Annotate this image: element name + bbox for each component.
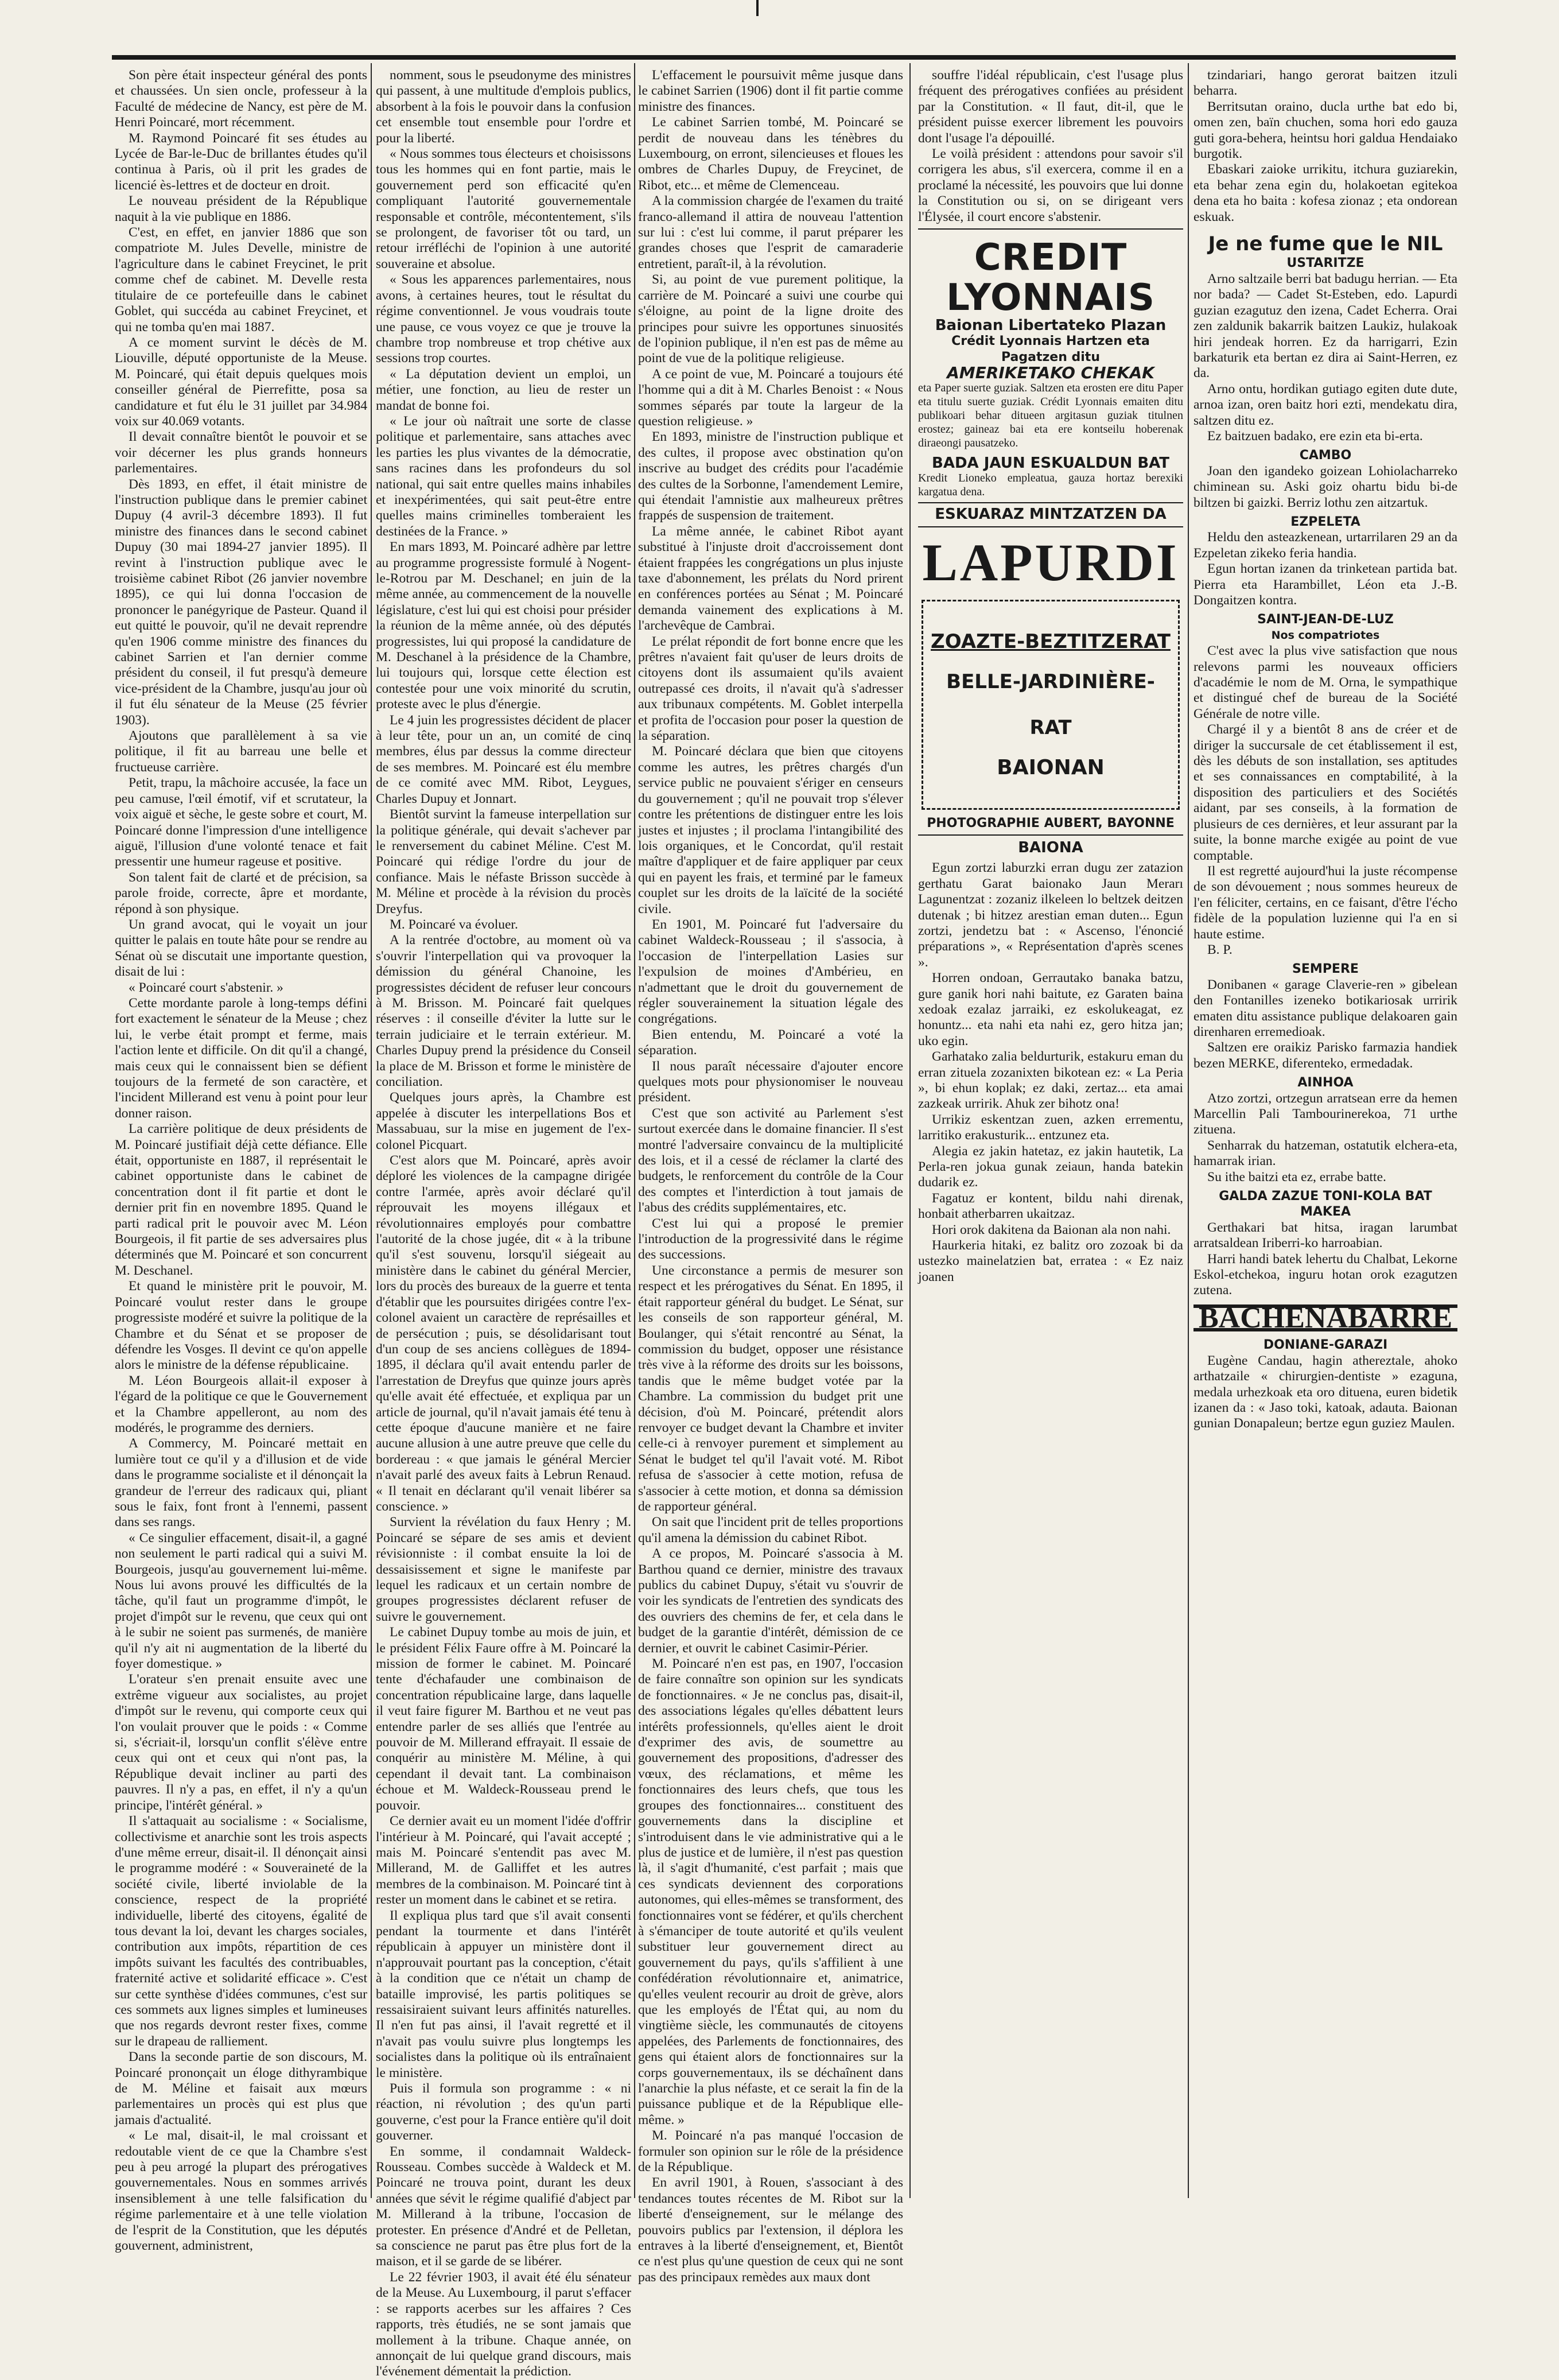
paragraph: Egun zortzi laburzki erran dugu zer zatazion gerthatu Garat baionako Jaun Merarı Lagunentzat : zozaniz ilkeleen lo beltzek deitzen dutenak ; bi hitzez arestian eman duten... Egun zortzi, jendetzu bat : « Ascenso, l'énoncié préparations », « Représentation d'après scenes ».: [918, 860, 1183, 970]
paragraph: Le 22 février 1903, il avait été élu sénateur de la Meuse. Au Luxembourg, il parut s'effacer : se rapports acerbes sur les affaires ? Ces rapports, très étudiés, ne se sont jamais que mollement à la tribune. Chaque année, on annonçait de lui quelque grand discours, mais l'événement démentait la prédiction.: [376, 2269, 631, 2379]
paragraph: A Commercy, M. Poincaré mettait en lumière tout ce qu'il y a d'illusion et de vide dans le programme socialiste et il dénonçait la grandeur de l'erreur des radicaux qui, pliant sous le faix, font front à l'ennemi, passent dans ses rangs.: [115, 1436, 367, 1530]
paragraph: Le cabinet Dupuy tombe au mois de juin, et le président Félix Faure offre à M. Poincaré la mission de former le cabinet. M. Poincaré tente d'échafauder une combinaison de concentration républicaine large, dans laquelle il veut faire figurer M. Barthou et ne veut pas entendre parler de ses alliés que l'entrée au pouvoir de M. Millerand effrayait. Il essaie de conquérir au ministère M. Méline, à qui cependant il devait tant. La combinaison échoue et M. Waldeck-Rousseau prend le pouvoir.: [376, 1625, 631, 1813]
paragraph: Berritsutan oraino, ducla urthe bat edo bi, omen zen, baïn chuchen, soma hori edo gauza guti gora-behera, heintsu hori galdua Hendaiako burgotik.: [1193, 99, 1457, 162]
paragraph: « La députation devient un emploi, un métier, une fonction, au lieu de rester un mandat de bonne foi.: [376, 366, 631, 413]
paragraph: A la rentrée d'octobre, au moment où va s'ouvrir l'interpellation qui va provoquer la démission du général Chanoine, les progressistes décident de refuser leur concours à M. Brisson. M. Poincaré fait quelques réserves : il conseille d'éviter la lutte sur le terrain judiciaire et le terrain extérieur. M. Charles Dupuy prend la présidence du Conseil la place de M. Brisson et forme le ministère de conciliation.: [376, 933, 631, 1089]
paragraph: souffre l'idéal républicain, c'est l'usage plus fréquent des prérogatives confiées au président par la Constitution. « Il faut, dit-il, que le président puisse exercer librement les pouvoirs dont l'usage l'a dépouillé.: [918, 68, 1183, 146]
paragraph: M. Poincaré n'a pas manqué l'occasion de formuler son opinion sur le rôle de la présidence de la République.: [638, 2128, 903, 2175]
paragraph: Haurkeria hitaki, ez balitz oro zozoak bi da ustezko mainelatzien bat, erratea : « Ez naiz joanen: [918, 1238, 1183, 1284]
paragraph: En avril 1901, à Rouen, s'associant à des tendances toutes récentes de M. Ribot sur la liberté d'enseignement, sur le mélange des pouvoirs publics par l'extension, il déplora les entraves à la liberté d'enseignement, et, Bientôt ce n'est plus qu'une question de ceux qui ne sont pas des principaux remèdes aux maux dont: [638, 2175, 903, 2285]
paragraph: Il est regretté aujourd'hui la juste récompense de son dévouement ; nous sommes heureux de l'en féliciter, certains, en ce faisant, d'être l'écho fidèle de la population luzienne qui l'a en si haute estime.: [1193, 863, 1457, 942]
paragraph: « Poincaré court s'abstenir. »: [129, 980, 283, 995]
center-tick: [756, 0, 759, 16]
paragraph: Le 4 juin les progressistes décident de placer à leur tête, pour un an, un comité de cinq membres, élus par dessus la comme directeur de ses membres. M. Poincaré est élu membre de ce comité avec MM. Ribot, Leygues, Charles Dupuy et Jonnart.: [376, 712, 631, 806]
credit-lyonnais-title: CREDIT LYONNAIS: [946, 236, 1155, 320]
paragraph: C'est alors que M. Poincaré, après avoir déploré les violences de la campagne dirigée contre l'armée, après avoir déclaré qu'il réprouvait les moyens illégaux et révolutionnaires employés pour combattre l'autorité de la chose jugée, dit « à la tribune qu'il s'est souvenu, lorsqu'il siégeait au ministère dans le cabinet du général Mercier, lors du procès des bureaux de la guerre et tenta d'établir que les poursuites dirigées contre l'ex-colonel avaient un caractère de représailles et de persécution ; puis, se désolidarisant tout d'un coup de ses anciens collègues de 1894-1895, il déclara qu'il avait entendu parler de l'arrestation de Dreyfus que quinze jours après qu'elle avait été effectuée, et expliqua par un article de journal, qu'il n'avait jamais été tenu à cette époque d'aucune manière et ne faire aucune allusion à une autre preuve que celle du bordereau : « que jamais le général Mercier n'avait parlé des aveux faits à Lebrun Renaud. « Il tenait en déclarant qu'il venait libérer sa conscience. »: [376, 1153, 631, 1514]
paragraph: « Le jour où naîtrait une sorte de classe politique et parlementaire, sans attaches avec les parties les plus vivantes de la démocratie, sans racines dans les profondeurs du sol national, qui sait entre quelles mains inhabiles et inexpérimentées, qui sait peut-être entre quelles mains criminelles tomberaient les destinées de la France. »: [376, 413, 631, 539]
ustaritze-heading: USTARITZE: [1286, 256, 1364, 271]
paragraph: Quelques jours après, la Chambre est appelée à discuter les interpellations Bos et Massabuau, sur la mise en jugement de l'ex-colonel Picquart.: [376, 1090, 631, 1152]
separator: [918, 526, 1183, 527]
column-5: [1193, 68, 1457, 2191]
baionan-title: BAIONAN: [997, 755, 1105, 779]
paragraph: « Sous les apparences parlementaires, nous avons, à certaines heures, tout le résultat du régime conventionnel. Je vous voudrais toute une pause, ce vous voyez ce que je trouve la chambre trop nombreuse et trop chétive aux sessions trop courtes.: [376, 272, 631, 366]
column-rule: [909, 63, 911, 2198]
paragraph: Son père était inspecteur général des ponts et chaussées. Un sien oncle, professeur à la Faculté de médecine de Nancy, est père de M. Henri Poincaré, mort récemment.: [115, 68, 367, 130]
paragraph: M. Poincaré n'en est pas, en 1907, l'occasion de faire connaître son opinion sur les syndicats de fonctionnaires. « Je ne conclus pas, disait-il, des associations légales qu'elles débattent leurs intérêts professionnels, qu'elles aient le droit d'exprimer des avis, de soumettre au gouvernement des propositions, d'adresser des vœux, des réclamations, et même les fonctionnaires des leurs chefs, que tous les groupes des fonctionnaires... constituent des gouvernements dans la discipline et s'introduisent dans le vie administrative qui a le plus de justice et de lumière, il n'est pas question là, il s'agit d'humanité, c'est parfait ; mais que ces syndicats deviennent des corporations autonomes, qui elles-mêmes se transforment, des fonctionnaires vont se fédérer, et qu'ils cherchent à s'émanciper de toute autorité et qu'ils veulent substituer leur gouvernement direct au gouvernement du pays, qu'ils s'affilient à une confédération révolutionnaire et, animatrice, qu'elles veulent recourir au droit de grève, alors que les employés de l'État qui, au nom du vingtième siècle, les communautés de citoyens appelées, des Parlements de fonctionnaires, des gens qui étaient alors de fonctionnaires sur la corps gouvernementaux, ils se déchaînent dans l'anarchie la plus néfaste, et ce serait la fin de la puissance publique et de la République elle-même. »: [638, 1656, 903, 2127]
paragraph: M. Léon Bourgeois allait-il exposer à l'égard de la politique ce que le Gouvernement et la Chambre appelleront, au nom des modérés, le programme des derniers.: [115, 1373, 367, 1435]
paragraph: M. Poincaré déclara que bien que citoyens comme les autres, les prêtres chargés d'un service public ne pouvaient s'ériger en censeurs du gouvernement ; qu'il ne pouvait trop s'élever contre les prétentions de distinguer entre les lois justes et injustes ; il proclama l'intangibilité des lois organiques, et le Concordat, qu'il restait maître d'appliquer et de faire appliquer par ceux qui en payent les frais, et terminé par le fameux couplet sur les droits de la laïcité de la société civile.: [638, 744, 903, 917]
bada-body: Kredit Lioneko empleatua, gauza hortaz berexiki kargatua dena.: [918, 472, 1183, 499]
paragraph: Un grand avocat, qui le voyait un jour quitter le palais en toute hâte pour se rendre au Sénat où se discutait une importante question, disait de lui :: [115, 917, 367, 980]
paragraph: Atzo zortzi, ortzegun arratsean erre da hemen Marcellin Pali Tambourinerekoa, 71 urthe zituena.: [1193, 1090, 1457, 1137]
cambo-heading: CAMBO: [1299, 448, 1352, 463]
paragraph: En mars 1893, M. Poincaré adhère par lettre au programme progressiste formulé à Nogent-le-Rotrou par M. Deschanel; en juin de la même année, au commencement de la nouvelle législature, c'est lui qui est choisi pour présider la réunion de la même année, où des députés progressistes, lui qui proposé la candidature de M. Deschanel à la présidence de la Chambre, lui toujours qui, lorsque cette élection est contestée pour une voix minorité du scrutin, proteste avec le plus d'énergie.: [376, 539, 631, 712]
sjl-heading: SAINT-JEAN-DE-LUZ: [1257, 612, 1394, 627]
credit-lyonnais-sub: Baionan Libertateko Plazan: [935, 317, 1167, 335]
nil-ad: Je ne fume que le NIL: [1208, 232, 1443, 256]
paragraph: Garhatako zalia beldurturik, estakuru eman du erran zituela zozanixten bikotean ez: « La Peria », bi ehun koplak; ez daki, zertaz... eta amai zazkeak urririk. Ahuk zer bihotz ona!: [918, 1049, 1183, 1112]
credit-line2: AMERIKETAKO CHEKAK: [947, 363, 1154, 383]
column-rule: [634, 63, 635, 2198]
paragraph: Urrikiz eskentzan zuen, azken errementu, larritiko erakusturik... entzunez eta.: [918, 1112, 1183, 1143]
paragraph: C'est avec la plus vive satisfaction que nous relevons parmi les nouveaux officiers d'académie le nom de M. Orna, le sympathique et distingué chef de bureau de la Société Générale de notre ville.: [1193, 643, 1457, 721]
eskuaraz-title: ESKUARAZ MINTZATZEN DA: [935, 506, 1167, 523]
paragraph: « Nous sommes tous électeurs et choisissons tous les hommes qui en font partie, mais le gouvernement perd son efficacité qu'en compliquant l'autorité gouvernementale responsable et contrôle, mécontentement, s'ils se prolongent, de favoriser tôt ou tard, un retour irréfléchi de l'opinion à une autorité souveraine et absolue.: [376, 146, 631, 271]
separator: [918, 502, 1183, 503]
sjl-subheading: Nos compatriotes: [1271, 628, 1380, 642]
paragraph: C'est lui qui a proposé le premier l'introduction de la progressivité dans le régime des successions.: [638, 1216, 903, 1263]
paragraph: Il expliqua plus tard que s'il avait consenti pendant la tourmente et dans l'intérêt républicain à appuyer un ministère dont il n'approuvait pourtant pas la conception, c'était à la condition que ce n'était un champ de bataille improvisé, les partis politiques se ressaisiraient suivant leurs affinités naturelles. Il n'en fut pas ainsi, il l'avait regretté et il n'avait pas voulu suivre plus longtemps les socialistes dans la politique où ils entraînaient le ministère.: [376, 1908, 631, 2080]
paragraph: Fagatuz er kontent, bildu nahi direnak, honbait atherbarren ukaitzaz.: [918, 1190, 1183, 1222]
makea-heading: MAKEA: [1300, 1205, 1351, 1220]
paragraph: « Le mal, disait-il, le mal croissant et redoutable vient de ce que la Chambre s'est peu à peu arrogé la plupart des prérogatives gouvernementales. Nous en sommes arrivés insensiblement à une telle falsification du régime parlementaire et à une telle violation de l'esprit de la Constitution, que les députés gouvernent, administrent,: [115, 2128, 367, 2254]
paragraph: A ce propos, M. Poincaré s'associa à M. Barthou quand ce dernier, ministre des travaux publics du cabinet Dupuy, s'était vu s'ouvrir de voir les syndicats de l'entretien des syndicats des des ouvriers des chemins de fer, et cela dans le budget de la garantie d'intérêt, démission de ce dernier, et ouvrit le cabinet Casimir-Périer.: [638, 1546, 903, 1656]
paragraph: En 1893, ministre de l'instruction publique et des cultes, il propose avec obstination qu'on inscrive au budget des crédits pour l'académie des cultes de la Sorbonne, l'amendement Lemire, qui étendait l'amnistie aux malheureux prêtres frappés de suspension de traitement.: [638, 429, 903, 523]
paragraph: Si, au point de vue purement politique, la carrière de M. Poincaré a suivi une courbe qui s'éloigne, au point de la ligne droite des principes pour suivre les opportunes sinuosités de l'opinion publique, il n'en est pas de même au point de vue de la politique religieuse.: [638, 272, 903, 366]
paragraph: Ajoutons que parallèlement à sa vie politique, il fit au barreau une belle et fructueuse carrière.: [115, 728, 367, 775]
paragraph: Heldu den asteazkenean, urtarrilaren 29 an da Ezpeletan zikeko feria handia.: [1193, 530, 1457, 561]
paragraph: Bien entendu, M. Poincaré a voté la séparation.: [638, 1027, 903, 1058]
paragraph: B. P.: [1207, 942, 1233, 957]
paragraph: Alegia ez jakin hatetaz, ez jakin hautetik, La Perla-ren jokua gunak zeiaun, handa batekin dudarik ez.: [918, 1143, 1183, 1190]
paragraph: M. Raymond Poincaré fit ses études au Lycée de Bar-le-Duc de brillantes études qu'il continua à Paris, où il prit les grades de licencié ès-lettres et de docteur en droit.: [115, 130, 367, 193]
belle-jardiniere-title: BELLE-JARDINIÈRE-RAT: [946, 670, 1155, 739]
sempere-heading: SEMPERE: [1292, 962, 1359, 977]
lapurdi-title: LAPURDI: [922, 533, 1179, 592]
paragraph: A la commission chargée de l'examen du traité franco-allemand il attira de nouveau l'attention sur lui : c'est lui comme, il parut préparer les grandes choses que l'esprit de camaraderie entretient, paraît-il, à la révolution.: [638, 193, 903, 271]
separator: [918, 834, 1183, 836]
baiona-heading: BAIONA: [1018, 838, 1083, 856]
paragraph: La carrière politique de deux présidents de M. Poincaré justifiait déjà cette défiance. Elle était, opportuniste en 1887, il représentait le cabinet opportuniste dans le cabinet de concentration dont il fit partie et dont le dernier prit fin en novembre 1895. Quand le parti radical prit le pouvoir avec M. Léon Bourgeois, il fit partie de ses adversaires plus déterminés que M. Poincaré et son concurrent M. Deschanel.: [115, 1121, 367, 1278]
zoazte-title: ZOAZTE-BEZTITZERAT: [931, 630, 1171, 653]
paragraph: Le cabinet Sarrien tombé, M. Poincaré se perdit de nouveau dans les ténèbres du Luxembourg, on erront, silencieuses et floues les ombres de Charles Dupuy, de Freycinet, de Ribot, etc... et même de Clemenceau.: [638, 115, 903, 193]
paragraph: Su ithe baitzi eta ez, errabe batte.: [1207, 1169, 1386, 1185]
paragraph: Survient la révélation du faux Henry ; M. Poincaré se sépare de ses amis et devient révisionniste : il combat ensuite la loi de dessaisissement et signe le manifeste par lequel les radicaux et un certain nombre de groupes progressistes déclarent refuser de suivre le gouvernement.: [376, 1515, 631, 1624]
paragraph: Bientôt survint la fameuse interpellation sur la politique générale, qui devait s'achever par le renversement du cabinet Méline. C'est M. Poincaré qui rédige l'ordre du jour de confiance. Mais le néfaste Brisson succède à M. Méline et procède à la révision du procès Dreyfus.: [376, 807, 631, 917]
column-1: [115, 68, 367, 2254]
paragraph: Senharrak du hatzeman, ostatutik elchera-eta, hamarrak irian.: [1193, 1137, 1457, 1169]
paragraph: Dès 1893, en effet, il était ministre de l'instruction publique dans le premier cabinet Dupuy (4 avril-3 décembre 1893). Il fut ministre des finances dans le second cabinet Dupuy (30 mai 1894-27 janvier 1895). Il revint à l'instruction publique avec le troisième cabinet Ribot (26 janvier novembre 1895), ce qui lui donna l'occasion de prononcer le panégyrique de Pasteur. Quand il eut quitté le pouvoir, qu'il ne devait reprendre qu'en 1906 comme ministre des finances du cabinet Sarrien et l'an dernier comme président du conseil, il fut presqu'à demeure vice-président de la Chambre, jusqu'au jour où il fut élu sénateur de la Meuse (25 février 1903).: [115, 476, 367, 728]
ezpeleta-heading: EZPELETA: [1290, 514, 1360, 529]
paragraph: On sait que l'incident prit de telles proportions qu'il amena la démission du cabinet Ribot.: [638, 1515, 903, 1546]
paragraph: En somme, il condamnait Waldeck-Rousseau. Combes succède à Waldeck et M. Poincaré ne trouva point, durant les deux années que sévit le régime qualifié d'abject par M. Millerand à la tribune, l'occasion de protester. En présence d'André et de Pelletan, sa conscience ne parut pas être plus fort de la maison, et il se garde de se libérer.: [376, 2144, 631, 2269]
paragraph: Hori orok dakitena da Baionan ala non nahi.: [932, 1222, 1171, 1237]
separator: [918, 228, 1183, 230]
paragraph: Le nouveau président de la République naquit à la vie publique en 1886.: [115, 193, 367, 224]
credit-line1: Crédit Lyonnais Hartzen eta Pagatzen ditu: [951, 334, 1150, 364]
paragraph: Petit, trapu, la mâchoire accusée, la face un peu camuse, l'œil émotif, vif et scrutateur, la voix aiguë et sèche, le geste sobre et court, M. Poincaré donne l'impression d'une intelligence aiguë, l'illusion d'une volonté tenace et fait pressentir une humeur rageuse et positive.: [115, 775, 367, 869]
paragraph: Eugène Candau, hagin athereztale, ahoko arthatzaile « chirurgien-dentiste » ezaguna, medala urhezkoak eta oro dituena, euren bidetik izanen da : « Jaso toki, katoak, adauta. Baionan gunian Donapaleun; bertze egun guziez Maulen.: [1193, 1353, 1457, 1431]
paragraph: A ce moment survint le décès de M. Liouville, député opportuniste de la Meuse. M. Poincaré, qui était depuis quelques mois conseiller général de Pierrefitte, posa sa candidature et fut élu le 31 juillet par 34.984 voix sur 40.069 votants.: [115, 335, 367, 429]
paragraph: Le prélat répondit de fort bonne encre que les prêtres n'avaient fait qu'user de leurs droits de citoyens dont ils assumaient qu'ils avaient outrepassé ces droits, il n'avait qu'à s'adresser aux tribunaux compétents. M. Goblet interpella et profita de l'occasion pour poser la question de la séparation.: [638, 634, 903, 744]
column-2: [376, 68, 631, 2379]
paragraph: Donibanen « garage Claverie-ren » gibelean den Fontanilles izeneko botikariosak urririk ematen ditu assistance publique delakoaren gain direnharen erremedioak.: [1193, 977, 1457, 1039]
column-4: [918, 68, 1183, 2191]
paragraph: tzindariari, hango gerorat baitzen itzuli beharra.: [1193, 68, 1457, 99]
paragraph: Dans la seconde partie de son discours, M. Poincaré prononçait un éloge dithyrambique de M. Méline et faisait aux mœurs parlementaires un procès qui est plus que jamais d'actualité.: [115, 2049, 367, 2127]
paragraph: Arno saltzaile berri bat badugu herrian. — Eta nor bada? — Cadet St-Esteben, edo. Lapurdi guzian ezagutuz den izena, Cadet Echerra. Orai zen zaldunik bakarrik baitzen Laukiz, hulakoak hiri jendeak horren. Ez da harrigarri, Ezin barkaturik eta bertan ez dira ai Saint-Herren, ez da.: [1193, 271, 1457, 381]
paragraph: En 1901, M. Poincaré fut l'adversaire du cabinet Waldeck-Rousseau ; il s'associa, à l'occasion de l'interpellation Lasies sur l'expulsion de moines d'Ambérieu, en n'admettant que le droit du gouvernement de régler souverainement la situation légale des congrégations.: [638, 917, 903, 1027]
paragraph: Ebaskari zaioke urrikitu, itchura guziarekin, eta behar zena egin du, holakoetan egitekoa dena eta ho baita : kofesa zionaz ; eta ondorean eskuak.: [1193, 162, 1457, 224]
paragraph: M. Poincaré va évoluer.: [390, 917, 518, 932]
ainhoa-heading: AINHOA: [1297, 1076, 1354, 1090]
paragraph: Gerthakari bat hitsa, iragan larumbat arratsaldean Iriberri-ko harroabian.: [1193, 1220, 1457, 1251]
paragraph: L'orateur s'en prenait ensuite avec une extrême vigueur aux socialistes, au projet d'impôt sur le revenu, qui comporte ceux qui l'on voulait prouver que le poids : « Comme si, s'écriait-il, lorsqu'un conflit s'élève entre ceux qui ont et ceux qui n'ont pas, la République devait incliner au parti des pauvres. Il n'y a pas, en effet, il n'y a qu'un principe, l'intérêt général. »: [115, 1672, 367, 1813]
column-rule: [371, 63, 372, 2198]
credit-body: eta Paper suerte guziak. Saltzen eta erosten ere ditu Paper eta titulu suerte guziak. Crédit Lyonnais emaiten ditu publikoari behar ditueen argitasun guziak titulnen erostez; gaineaz bai eta ere kontseilu hoberenak diraeongi pausatzeko.: [918, 381, 1183, 449]
paragraph: Le voilà président : attendons pour savoir s'il corrigera les abus, s'il exercera, comme il en a proclamé la nécessité, les pouvoirs que lui donne la Constitution ou si, on se dirigeant vers l'Élysée, il court encore s'abstenir.: [918, 146, 1183, 224]
paragraph: Arno ontu, hordikan gutiago egiten dute dute, arnoa izan, oren baitz hori ezti, mendekatu dira, saltzen ditu ez.: [1193, 381, 1457, 428]
bachenabarre-title: BACHENABARRE: [1198, 1301, 1453, 1334]
paragraph: Saltzen ere oraikiz Parisko farmazia handiek bezen MERKE, diferenteko, ermedadak.: [1193, 1040, 1457, 1071]
galda-heading: GALDA ZAZUE TONI-KOLA BAT: [1219, 1189, 1432, 1204]
paragraph: Cette mordante parole à long-temps défini fort exactement le sénateur de la Meuse ; chez lui, le verbe était prompt et ferme, mais l'action lente et difficile. On dit qu'il a changé, mais ceux qui le connaissent bien se défient toujours de la fermeté de son caractère, et l'incident Millerand est venu à point pour leur donner raison.: [115, 995, 367, 1121]
paragraph: Ez baitzuen badako, ere ezin eta bi-erta.: [1207, 428, 1423, 444]
paragraph: Puis il formula son programme : « ni réaction, ni révolution ; des qu'un parti gouverne, c'est pour la France entière qu'il doit gouverner.: [376, 2081, 631, 2144]
paragraph: Et quand le ministère prit le pouvoir, M. Poincaré voulut rester dans le groupe progressiste modéré et suivre la politique de la Chambre et du Sénat et se proposer de défendre les Vosges. Il devint ce qu'on appelle alors le ministre de la défense républicaine.: [115, 1279, 367, 1373]
paragraph: Egun hortan izanen da trinketean partida bat. Pierra eta Harambillet, Léon eta J.-B. Dongaitzen kontra.: [1193, 561, 1457, 608]
paragraph: Une circonstance a permis de mesurer son respect et les prérogatives du Sénat. En 1895, il était rapporteur général du budget. Le Sénat, sur les conseils de son rapporteur général, M. Boulanger, qui s'était rencontré au Sénat, la commission du budget, opposer une résistance très vive à la réforme des droits sur les boissons, tandis que le même budget votée par la Chambre. La commission du budget prit une décision, d'où M. Poincaré, prétendit alors renvoyer ce budget devant la Chambre et inviter celle-ci à renvoyer purement et simplement au Sénat le budget tel qu'il l'avait voté. M. Ribot refusa de s'associer à cette motion, refusa de s'associer à cette motion, et donna sa démission de rapporteur général.: [638, 1263, 903, 1514]
paragraph: Il s'attaquait au socialisme : « Socialisme, collectivisme et anarchie sont les trois aspects d'une même erreur, disait-il. Il dénonçait ainsi le programme modéré : « Souveraineté de la société civile, liberté inviolable de la conscience, respect de la propriété individuelle, liberté des citoyens, égalité de tous devant la loi, devant les charges sociales, contribution aux impôts, répartition de ces impôts suivant les facultés des contribuables, fraternité active et solidarité efficace ». C'est sur cette synthèse d'idées communes, c'est sur ces sommets aux lignes simples et lumineuses que nos regards devront rester fixes, comme sur le drapeau de ralliement.: [115, 1814, 367, 2049]
bada-title: BADA JAUN ESKUALDUN BAT: [932, 454, 1169, 472]
paragraph: L'effacement le poursuivit même jusque dans le cabinet Sarrien (1906) dont il fit partie comme ministre des finances.: [638, 68, 903, 114]
paragraph: Horren ondoan, Gerrautako banaka batzu, gure ganik hori nahi baitute, ez Garaten baina xedoak ezalaz jarraiki, ez eskolukeagat, ez honuntz... eta nahi eta nahi ez, gero hitza jan; uko egin.: [918, 970, 1183, 1049]
paragraph: nomment, sous le pseudonyme des ministres qui passent, à une multitude d'emplois publics, absorbent à la fois le pouvoir dans la confusion cet ensemble tout ensemble pour l'ordre et pour la liberté.: [376, 68, 631, 146]
column-rule: [1188, 63, 1189, 2198]
paragraph: « Ce singulier effacement, disait-il, a gagné non seulement le parti radical qui a suivi M. Bourgeois, jusqu'au gouvernement lui-même. Nous lui avons prouvé les difficultés de la tâche, qu'il faut un programme d'impôt, le projet d'impôt sur le revenu, que ceux qui ont à le subir ne soient pas surmenés, de manière qu'il n'y ait ni augmentation de la liberté du foyer domestique. »: [115, 1530, 367, 1672]
photo-credit: PHOTOGRAPHIE AUBERT, BAYONNE: [927, 816, 1175, 830]
paragraph: Ce dernier avait eu un moment l'idée d'offrir l'intérieur à M. Poincaré, qui l'avait accepté ; mais M. Poincaré s'entendit pas avec M. Millerand, M. de Galliffet et les autres membres de la combinaison. M. Poincaré tint à rester un moment dans le cabinet et se retira.: [376, 1814, 631, 1908]
paragraph: A ce point de vue, M. Poincaré a toujours été l'homme qui a dit à M. Charles Benoist : « Nous sommes séparés par toute la largeur de la question religieuse. »: [638, 366, 903, 429]
column-3: [638, 68, 903, 2285]
doniane-heading: DONIANE-GARAZI: [1263, 1338, 1388, 1353]
paragraph: Il devait connaître bientôt le pouvoir et se voir décerner les plus grands honneurs parlementaires.: [115, 429, 367, 476]
paragraph: C'est, en effet, en janvier 1886 que son compatriote M. Jules Develle, ministre de l'agriculture dans le cabinet Freycinet, le prit comme chef de cabinet. M. Develle resta titulaire de ce portefeuille dans le cabinet Goblet, qui succéda au cabinet Freycinet, et qui ne tomba qu'en mai 1887.: [115, 225, 367, 335]
paragraph: Harri handi batek lehertu du Chalbat, Lekorne Eskol-etchekoa, inguru hotan orok ezagutzen zutena.: [1193, 1251, 1457, 1298]
paragraph: Son talent fait de clarté et de précision, sa parole froide, correcte, âpre et mordante, répond à son physique.: [115, 869, 367, 917]
paragraph: Il nous paraît nécessaire d'ajouter encore quelques mots pour physionomiser le nouveau président.: [638, 1058, 903, 1105]
paragraph: Chargé il y a bientôt 8 ans de créer et de diriger la succursale de cet établissement il est, dès les débuts de son installation, ses aptitudes et ses connaissances en comptabilité, à la disposition des particuliers et des Sociétés aidant, par ses conseils, à la formation de plusieurs de ces dernières, et leur assurant par la suite, la bonne marche exigée au point de vue comptable.: [1193, 722, 1457, 863]
top-rule: [112, 55, 1456, 60]
paragraph: La même année, le cabinet Ribot ayant substitué à l'injuste droit d'accroissement dont étaient frappées les congrégations un plus injuste taxe d'abonnement, les prélats du Nord prirent en conférences portées au Sénat ; M. Poincaré demanda vainement des explications à M. l'archevêque de Cambrai.: [638, 523, 903, 634]
paragraph: C'est que son activité au Parlement s'est surtout exercée dans le domaine financier. Il s'est montré l'adversaire convaincu de la multiplicité des lois, et il a cessé de réclamer la clarté des budgets, le renforcement du contrôle de la Cour des comptes et l'interdiction à tout jamais de l'abus des crédits supplémentaires, etc.: [638, 1105, 903, 1216]
paragraph: Joan den igandeko goizean Lohiolacharreko chiminean su. Aski goiz ohartu bidu bi-de biltzen bi gaizki. Berriz lothu zen aitzartuk.: [1193, 463, 1457, 510]
